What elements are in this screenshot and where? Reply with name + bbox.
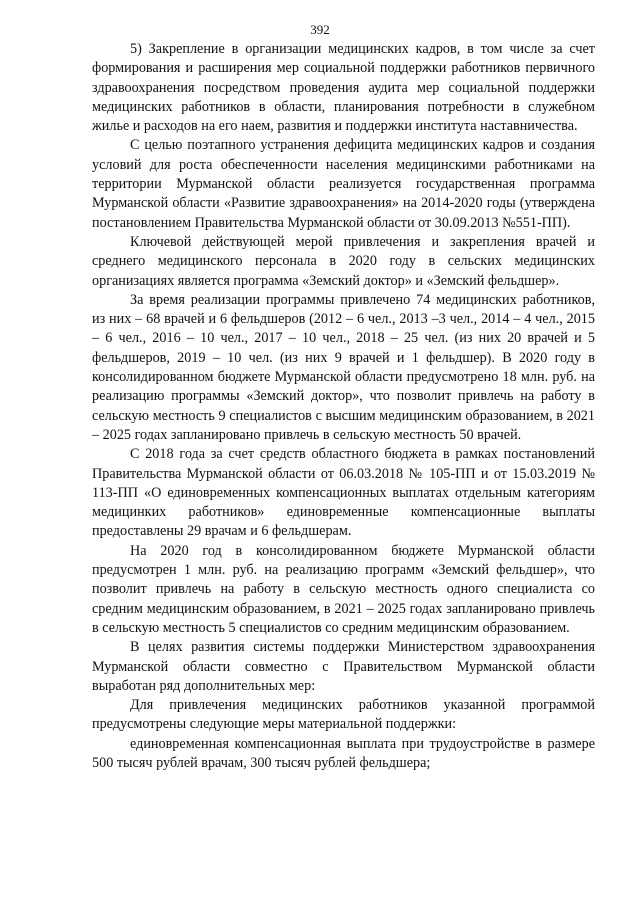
paragraph-zemsky-feldsher: На 2020 год в консолидированном бюджете Мурманской области предусмотрен 1 млн. руб. на реализацию программ «Земский фельдшер», что позволит привлечь на работу в сельскую местность одного специалиста со средним медицинским образованием, в 2021 – 2025 годах запланировано привлечь в сельскую местность 5 специалистов со средним медицинским образованием. xyxy=(92,542,595,636)
document-body xyxy=(92,40,595,773)
page-number: 392 xyxy=(310,22,330,37)
paragraph-staff-retention: 5) Закрепление в организации медицинских кадров, в том числе за счет формирования и расширения мер социальной поддержки работников первичного здравоохранения посредством проведения аудита мер социальной поддержки медицинских работников в области, планирования потребности в служебном жилье и расходов на его наем, развития и поддержки института наставничества. xyxy=(92,41,595,135)
paragraph-key-measure: Ключевой действующей мерой привлечения и закрепления врачей и среднего медицинского персонала в 2020 году в сельских медицинских организациях является программа «Земский доктор» и «Земский фельдшер». xyxy=(92,233,595,289)
paragraph-compensation-payments: С 2018 года за счет средств областного бюджета в рамках постановлений Правительства Мурманской области от 06.03.2018 № 105-ПП и от 15.03.2019 № 113-ПП «О единовременных компенсационных выплатах отдельным категориям медицинких работников» единовременные компенсационные выплаты предоставлены 29 врачам и 6 фельдшерам. xyxy=(92,446,595,540)
paragraph-program-results: За время реализации программы привлечено 74 медицинских работников, из них – 68 врачей и 6 фельдшеров (2012 – 6 чел., 2013 –3 чел., 2014 – 4 чел., 2015 – 6 чел., 2016 – 10 чел., 2017 – 10 чел., 2018 – 25 чел. (из них 20 врачей и 5 фельдшеров, 2019 – 10 чел. (из них 9 врачей и 1 фельдшер). В 2020 году в консолидированном бюджете Мурманской области предусмотрено 18 млн. руб. на реализацию программы «Земский доктор», что позволит привлечь на работу в сельскую местность 9 специалистов с высшим медицинским образованием, в 2021 – 2025 годах запланировано привлечь в сельскую местность 50 врачей. xyxy=(92,291,595,443)
paragraph-lump-sum-payment: единовременная компенсационная выплата при трудоустройстве в размере 500 тысяч рублей врачам, 300 тысяч рублей фельдшера; xyxy=(92,735,595,771)
paragraph-support-measures: Для привлечения медицинских работников указанной программой предусмотрены следующие меры материальной поддержки: xyxy=(92,697,595,733)
paragraph-additional-measures: В целях развития системы поддержки Министерством здравоохранения Мурманской области совместно с Правительством Мурманской области выработан ряд дополнительных мер: xyxy=(92,639,595,694)
paragraph-state-program: С целью поэтапного устранения дефицита медицинских кадров и создания условий для роста обеспеченности населения медицинскими работниками на территории Мурманской области реализуется государственная программа Мурманской области «Развитие здравоохранения» на 2014-2020 годы (утверждена постановлением Правительства Мурманской области от 30.09.2013 №551-ПП). xyxy=(92,137,595,231)
